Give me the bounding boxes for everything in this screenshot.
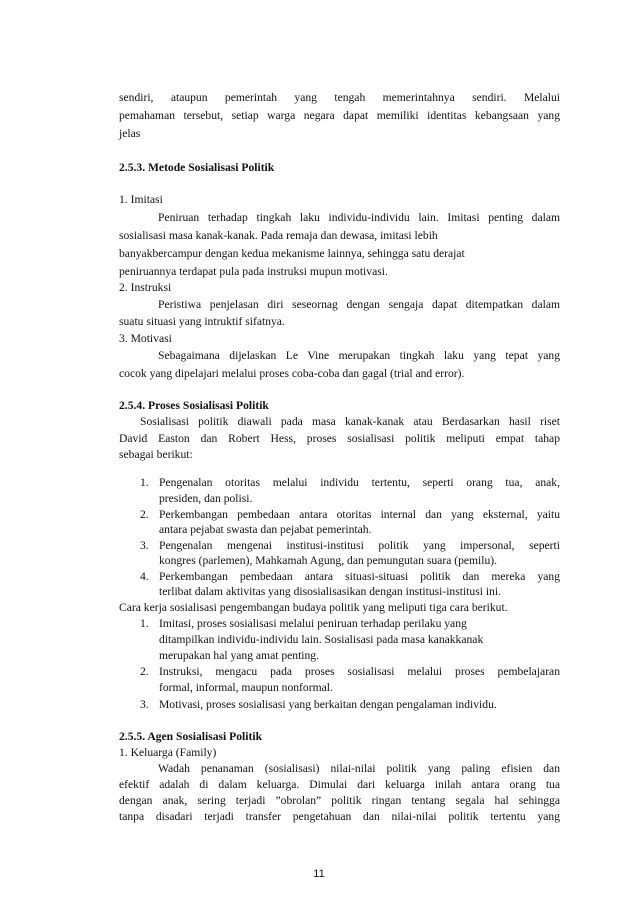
- section-heading: 2.5.5. Agen Sosialisasi Politik: [119, 730, 263, 743]
- list-item: Perkembangan pembedaan antara situasi-situasi politik dan mereka yang: [159, 570, 560, 583]
- body-line: Sosialisasi politik diawali pada masa kanak-kanak atau Berdasarkan hasil riset: [140, 415, 560, 428]
- list-number: 3.: [140, 698, 149, 711]
- body-line: David Easton dan Robert Hess, proses sosialisasi politik meliputi empat tahap: [119, 432, 560, 445]
- list-item: Pengenalan mengenai institusi-institusi politik yang impersonal, seperti: [159, 539, 560, 552]
- subsection-title: 2. Instruksi: [119, 281, 172, 294]
- body-line: efektif adalah di dalam keluarga. Dimulai dari keluarga inilah antara orang tua: [119, 778, 560, 791]
- section-heading: 2.5.3. Metode Sosialisasi Politik: [119, 161, 275, 174]
- list-item: formal, informal, maupun nonformal.: [159, 681, 333, 694]
- list-item: merupakan hal yang amat penting.: [159, 649, 320, 662]
- body-line: Peristiwa penjelasan diri seseornag dengan sengaja dapat ditempatkan dalam: [158, 298, 560, 311]
- section-heading: 2.5.4. Proses Sosialisasi Politik: [119, 399, 269, 412]
- list-item: ditampilkan individu-individu lain. Sosialisasi pada masa kanakkanak: [159, 633, 484, 646]
- list-item: presiden, dan polisi.: [159, 492, 253, 505]
- body-line: sebagai berikut:: [119, 448, 193, 461]
- page-number: 11: [313, 868, 325, 880]
- subsection-title: 1. Imitasi: [119, 193, 163, 206]
- list-item: Instruksi, mengacu pada proses sosialisasi melalui proses pembelajaran: [159, 665, 560, 678]
- list-number: 2.: [140, 508, 149, 521]
- list-number: 4.: [140, 570, 149, 583]
- body-line: pemahaman tersebut, setiap warga negara dapat memiliki identitas kebangsaan yang: [119, 109, 560, 122]
- body-line: sosialisasi masa kanak-kanak. Pada remaja dan dewasa, imitasi lebih: [119, 229, 438, 242]
- list-number: 1.: [140, 476, 149, 489]
- body-line: Cara kerja sosialisasi pengembangan budaya politik yang meliputi tiga cara berikut.: [119, 601, 508, 614]
- body-line: dengan anak, sering terjadi ”obrolan” politik ringan tentang segala hal sehingga: [119, 794, 560, 807]
- list-number: 1.: [140, 617, 149, 630]
- body-line: Wadah penanaman (sosialisasi) nilai-nilai politik yang paling efisien dan: [158, 762, 560, 775]
- list-item: Imitasi, proses sosialisasi melalui peniruan terhadap perilaku yang: [159, 617, 467, 630]
- body-line: suatu situasi yang intruktif sifatnya.: [119, 315, 285, 328]
- body-line: cocok yang dipelajari melalui proses coba-coba dan gagal (trial and error).: [119, 367, 465, 380]
- body-line: tanpa disadari terjadi transfer pengetahuan dan nilai-nilai politik tertentu yang: [119, 810, 560, 823]
- list-number: 3.: [140, 539, 149, 552]
- list-item: Motivasi, proses sosialisasi yang berkaitan dengan pengalaman individu.: [159, 698, 497, 711]
- list-number: 2.: [140, 665, 149, 678]
- body-line: Sebagaimana dijelaskan Le Vine merupakan tingkah laku yang tepat yang: [158, 349, 560, 362]
- body-line: banyakbercampur dengan kedua mekanisme lainnya, sehingga satu derajat: [119, 247, 465, 260]
- list-item: Perkembangan pembedaan antara otoritas internal dan yang eksternal, yaitu: [159, 508, 560, 521]
- list-item: Pengenalan otoritas melalui individu tertentu, seperti orang tua, anak,: [159, 476, 560, 489]
- subsection-title: 1. Keluarga (Family): [119, 746, 217, 759]
- body-line: peniruannya terdapat pula pada instruksi mupun motivasi.: [119, 265, 388, 278]
- subsection-title: 3. Motivasi: [119, 332, 172, 345]
- list-item: antara pejabat swasta dan pejabat pemerintah.: [159, 523, 372, 536]
- body-line: jelas: [119, 127, 141, 140]
- body-line: Peniruan terhadap tingkah laku individu-individu lain. Imitasi penting dalam: [158, 211, 560, 224]
- list-item: kongres (parlemen), Mahkamah Agung, dan pemungutan suara (pemilu).: [159, 554, 498, 567]
- body-line: sendiri, ataupun pemerintah yang tengah memerintahnya sendiri. Melalui: [119, 91, 560, 104]
- list-item: terlibat dalam aktivitas yang disosialisasikan dengan institusi-institusi ini.: [159, 585, 501, 598]
